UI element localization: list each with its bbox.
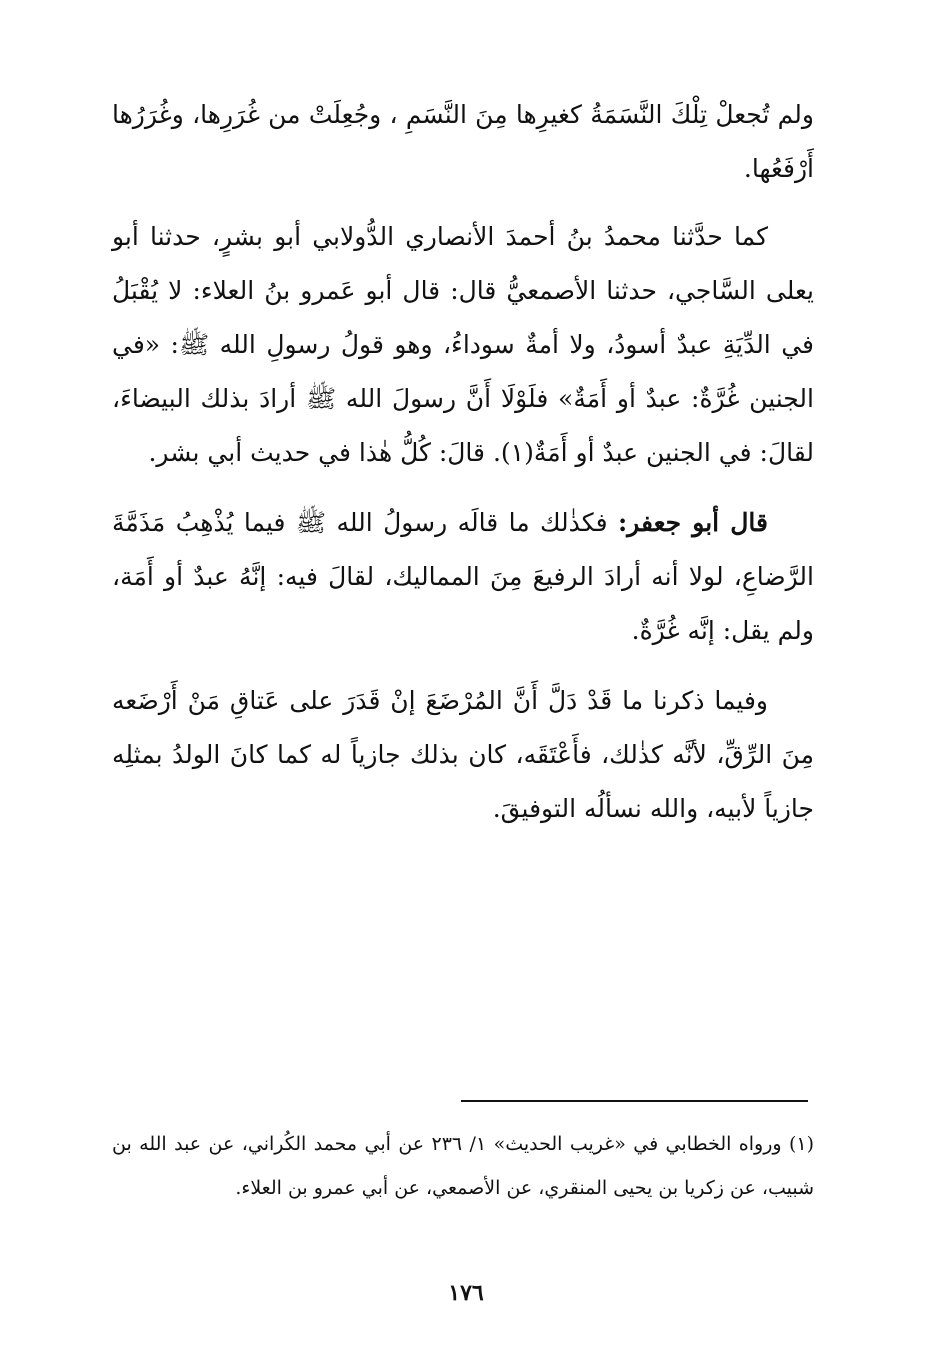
paragraph-3 bbox=[112, 496, 814, 658]
footnote-divider bbox=[461, 1100, 808, 1102]
footnote: (١) ورواه الخطابي في «غريب الحديث» ١/ ٢٣٦ عن أبي محمد الكُراني، عن عبد الله بن شبيب، عن زكريا بن يحيى المنقري، عن الأصمعي، عن أبي عمرو بن العلاء. bbox=[112, 1133, 814, 1199]
paragraph-4: وفيما ذكرنا ما قَدْ دَلَّ أَنَّ المُرْضَعَ إنْ قَدَرَ على عَتاقِ مَنْ أَرْضَعه مِنَ الرِّقِّ، لأنَّه كذٰلك، فأَعْتَقَه، كان بذلك جازياً له كما كانَ الولدُ بمثلِه جازياً لأبيه، والله نسألُه التوفيقَ. bbox=[112, 686, 814, 823]
paragraph-1: ولم تُجعلْ تِلْكَ النَّسَمَةُ كغيرِها مِنَ النَّسَمِ ، وجُعِلَتْ من غُرَرِها، وغُرَرُها أَرْفَعُها. bbox=[112, 100, 814, 183]
paragraph-3-text: فكذٰلك ما قالَه رسولُ الله ﷺ فيما يُذْهِبُ مَذَمَّةَ الرَّضاعِ، لولا أنه أرادَ الرفيعَ مِنَ المماليك، لقالَ فيه: إنَّهُ عبدٌ أو أَمَة، ولم يقل: إنَّه غُرَّةٌ. bbox=[112, 508, 814, 645]
page-number: ١٧٦ bbox=[448, 1280, 484, 1306]
main-text bbox=[112, 88, 814, 852]
paragraph-2: كما حدَّثنا محمدُ بنُ أحمدَ الأنصاري الدُّولابي أبو بشرٍ، حدثنا أبو يعلى السَّاجي، حدثنا الأصمعيُّ قال: قال أبو عَمرو بنُ العلاء: لا يُقْبَلُ في الدِّيَةِ عبدٌ أسودُ، ولا أمةٌ سوداءُ، وهو قولُ رسولِ الله ﷺ: «في الجنين غُرَّةٌ: عبدٌ أو أَمَةٌ» فلَوْلَا أَنَّ رسولَ الله ﷺ أرادَ بذلك البيضاءَ، لقالَ: في الجنين عبدٌ أو أَمَةٌ(١). قالَ: كُلُّ هٰذا في حديث أبي بشر. bbox=[112, 222, 814, 467]
paragraph-3-lead: قال أبو جعفر: bbox=[617, 508, 768, 537]
